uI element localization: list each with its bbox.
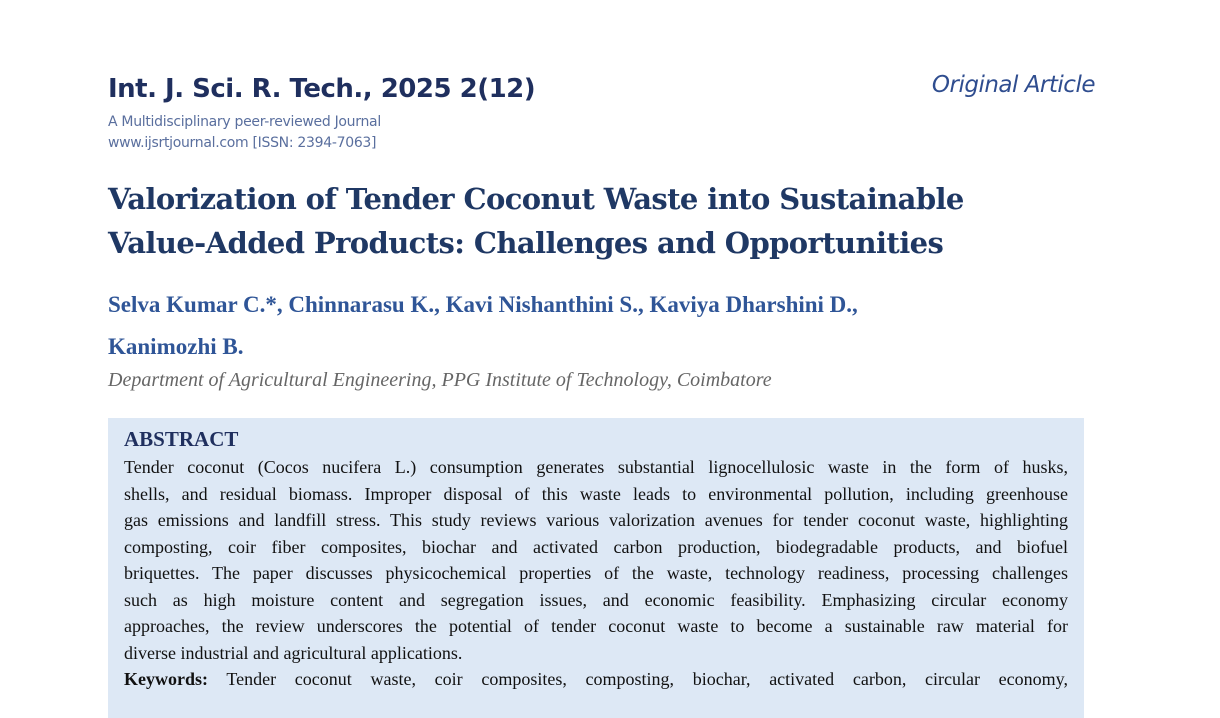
keywords: Tender coconut waste, coir composites, composting, biochar, activated carbon, circular economy, [226,669,1068,689]
abstract-line: gas emissions and landfill stress. This study reviews various valorization avenues for tender coconut waste, highlighting [124,510,1068,530]
affiliation: Department of Agricultural Engineering, PPG Institute of Technology, Coimbatore [108,369,772,391]
keywords-label: Keywords: [124,669,208,689]
authors-line: Kanimozhi B. [108,334,244,359]
journal-citation: Int. J. Sci. R. Tech., 2025 2(12) [108,74,536,104]
keywords-line [124,666,1068,693]
abstract-line: Tender coconut (Cocos nucifera L.) consumption generates substantial lignocellulosic waste in the form of husks, [124,457,1068,477]
abstract-line: approaches, the review underscores the potential of tender coconut waste to become a sustainable raw material for [124,616,1068,636]
article-type: Original Article [931,72,1095,98]
abstract-heading: ABSTRACT [124,427,239,451]
abstract-line: shells, and residual biomass. Improper disposal of this waste leads to environmental pollution, including greenhouse [124,483,1068,504]
abstract-text [124,454,1068,693]
abstract-box [108,418,1084,718]
abstract-line: diverse industrial and agricultural applications. [124,642,463,663]
abstract-line: briquettes. The paper discusses physicochemical properties of the waste, technology readiness, processing challenges [124,563,1068,583]
abstract-line: composting, coir fiber composites, biochar and activated carbon production, biodegradable products, and biofuel [124,536,1068,557]
journal-tagline: A Multidisciplinary peer-reviewed Journal [108,114,381,130]
abstract-line: such as high moisture content and segregation issues, and economic feasibility. Emphasizing circular economy [124,589,1068,610]
paper-title [108,177,1108,265]
journal-website: www.ijsrtjournal.com [ISSN: 2394-7063] [108,135,377,151]
authors-line: Selva Kumar C.*, Chinnarasu K., Kavi Nishanthini S., Kaviya Dharshini D., [108,292,858,317]
title-line: Value-Added Products: Challenges and Opportunities [108,226,944,260]
authors [108,284,1108,368]
title-line: Valorization of Tender Coconut Waste into Sustainable [108,182,964,216]
